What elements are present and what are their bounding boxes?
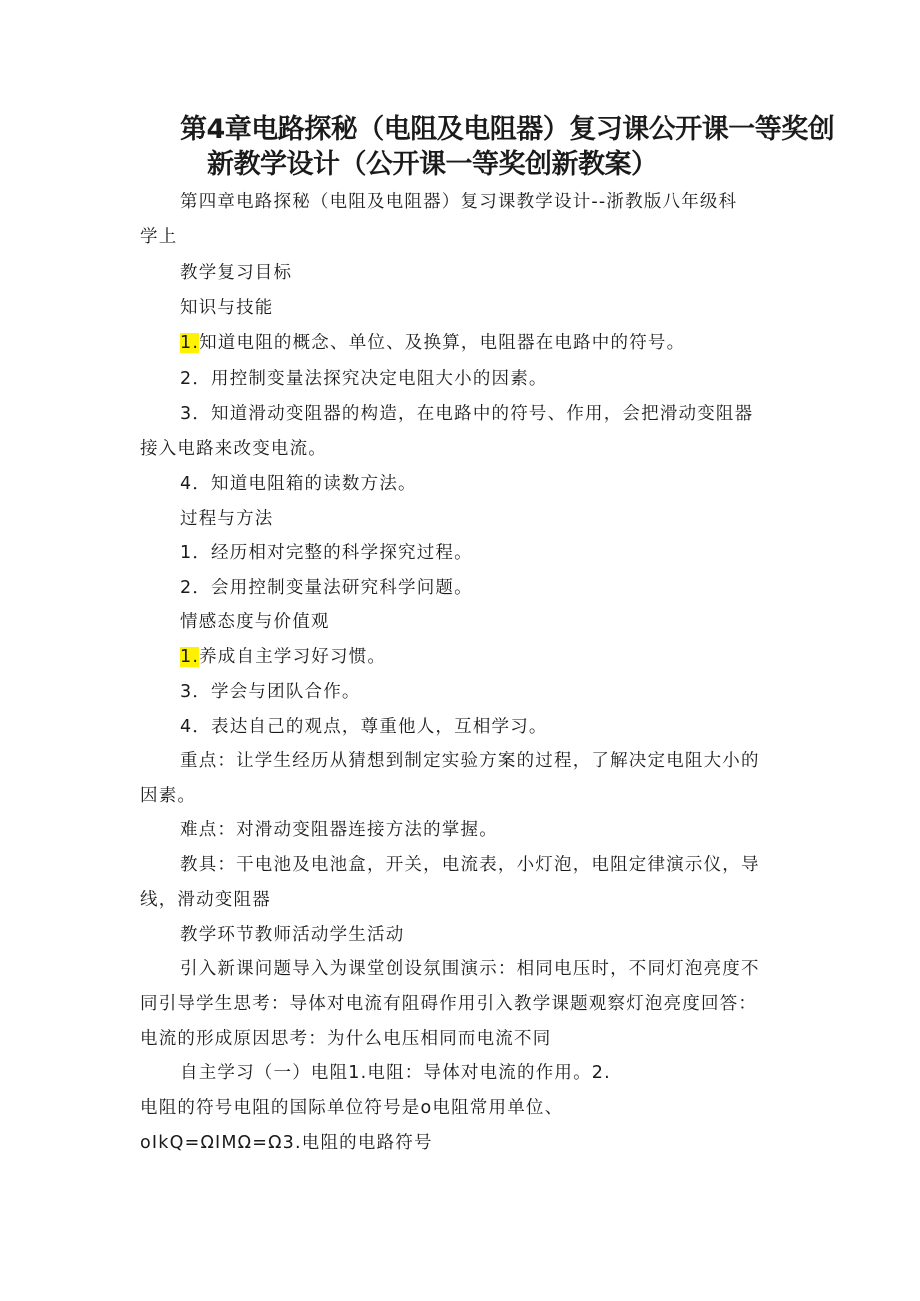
list-item: 1．经历相对完整的科学探究过程。 [180,543,473,563]
body-line: 第四章电路探秘（电阻及电阻器）复习课教学设计--浙教版八年级科 [180,192,738,212]
highlight-marker: 1. [180,333,200,353]
body-line: 教学环节教师活动学生活动 [180,925,405,945]
list-item: 4．知道电阻箱的读数方法。 [180,474,417,494]
body-line: 自主学习（一）电阻1.电阻：导体对电流的作用。2. [180,1063,611,1083]
body-line: 线，滑动变阻器 [140,890,271,910]
list-item: 2．用控制变量法探究决定电阻大小的因素。 [180,369,548,389]
section-heading: 过程与方法 [180,509,274,529]
document-title-line-2: 新教学设计（公开课一等奖创新教案） [207,149,658,180]
body-line: 引入新课问题导入为课堂创设氛围演示：相同电压时，不同灯泡亮度不 [180,959,760,979]
list-item-text: 养成自主学习好习惯。 [199,647,387,667]
body-line: oIkQ=ΩIMΩ=Ω3.电阻的电路符号 [140,1133,433,1153]
body-line: 重点：让学生经历从猜想到制定实验方案的过程，了解决定电阻大小的 [180,751,760,771]
body-line: 因素。 [140,786,197,806]
list-item: 2．会用控制变量法研究科学问题。 [180,578,473,598]
body-line: 电阻的符号电阻的国际单位符号是o电阻常用单位、 [140,1098,564,1118]
highlight-marker: 1. [180,647,200,667]
list-item [180,645,386,669]
list-item-text: 知道电阻的概念、单位、及换算，电阻器在电路中的符号。 [199,333,686,353]
body-line: 难点：对滑动变阻器连接方法的掌握。 [180,820,498,840]
section-heading: 教学复习目标 [180,263,293,283]
list-item: 3．学会与团队合作。 [180,682,361,702]
body-line: 教具：干电池及电池盒，开关，电流表，小灯泡，电阻定律演示仪，导 [180,855,760,875]
list-item: 接入电路来改变电流。 [140,439,327,459]
section-heading: 情感态度与价值观 [180,612,330,632]
document-title-line-1: 第4章电路探秘（电阻及电阻器）复习课公开课一等奖创 [180,114,835,145]
list-item: 3．知道滑动变阻器的构造，在电路中的符号、作用，会把滑动变阻器 [180,404,754,424]
list-item: 4．表达自己的观点，尊重他人，互相学习。 [180,717,548,737]
body-line: 学上 [140,227,178,247]
list-item [180,331,685,355]
body-line: 电流的形成原因思考：为什么电压相同而电流不同 [140,1029,552,1049]
body-line: 同引导学生思考：导体对电流有阻碍作用引入教学课题观察灯泡亮度回答： [140,994,758,1014]
section-heading: 知识与技能 [180,298,274,318]
